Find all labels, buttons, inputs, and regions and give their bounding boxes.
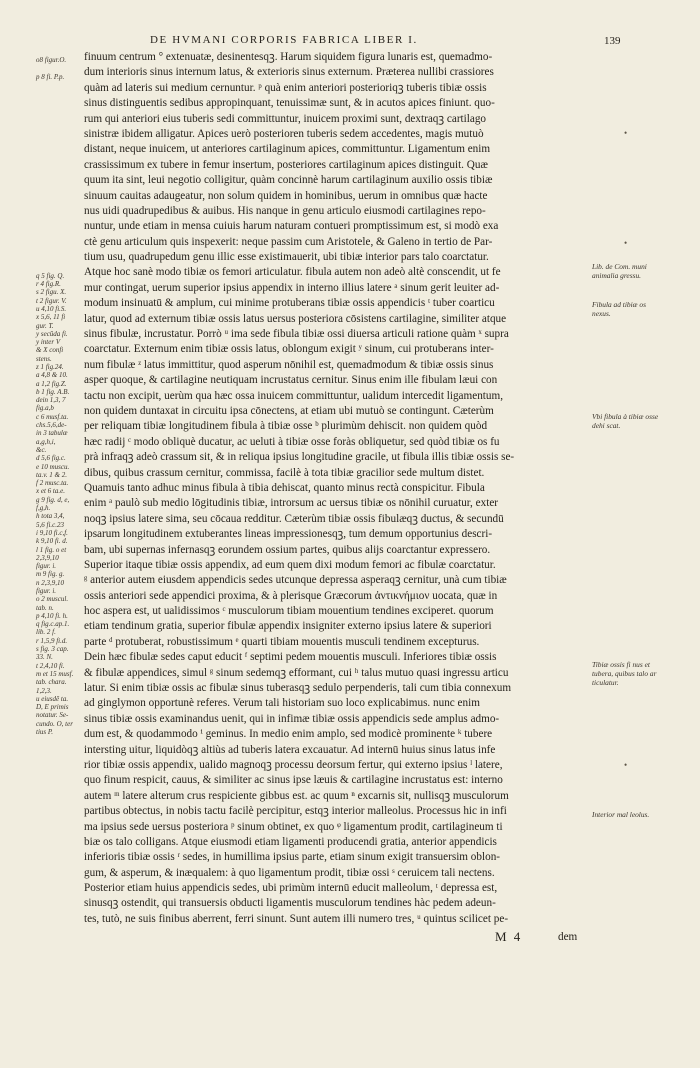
text-line: ᵍ anterior autem eiusdem appendicis sedes utcunque depressa asperaqꝫ cernitur, unà cum tibiæ <box>84 574 507 587</box>
margin-reference: a 1,2 fig.Z. <box>36 379 67 388</box>
margin-reference: o 2 muscul. <box>36 595 69 604</box>
text-line: bam, ubi supernas infernasqꝫ eorundem ossium partes, quibus alijs coarctantur expressero. <box>84 543 491 556</box>
margin-reference: y inter V <box>36 338 61 347</box>
margin-reference: q 5 fig. Q. <box>36 271 65 280</box>
margin-dot: • <box>624 128 628 138</box>
margin-reference: D, E primis <box>36 703 69 712</box>
margin-reference: ta.v. 1 & 2. <box>36 470 67 479</box>
text-line: partibus obtectus, in nobis tactu facilè percipitur, estqꝫ interior malleolus. Processus hic in infi <box>84 805 507 818</box>
text-line: gum, & asperum, & inæqualem: à quo ligamentum prodit, tibiæ ossi ˢ ceruicem tali nectens. <box>84 866 495 879</box>
margin-reference: s 2 figu. X. <box>36 288 67 297</box>
text-line: sinus distinguentis sedibus appropinquant, tenuissimæ sunt, & in acutos apices finiunt. quo- <box>84 97 495 110</box>
right-margin-note-5: Interior mal leolus. <box>592 810 650 819</box>
text-line: rior tibiæ ossis appendix, ualido magnoqꝫ processu deorsum fertur, qui externo ipsius ˡ latere, <box>84 758 503 771</box>
margin-reference: s fig. 3 cap. <box>36 645 69 654</box>
margin-reference: 1,2,3. <box>36 686 52 695</box>
margin-reference <box>36 97 86 105</box>
margin-reference: &c. <box>36 445 47 454</box>
margin-reference: tab. chara. <box>36 678 67 687</box>
margin-reference: q fig.c.ap.1. <box>36 620 70 629</box>
margin-reference: cundo. O, ter <box>36 719 73 728</box>
text-line: tium usu, quadrupedum genu illic esse existimauerit, ubi tibiæ interior pars talo coarctatur. <box>84 251 489 264</box>
margin-reference: 2,3,9,10 <box>36 553 59 562</box>
text-line: dum interioris sinus internum latus, & exterioris sinus externum. Præterea nullibi crassiores <box>84 66 494 79</box>
text-line: Quamuis tanto adhuc minus fibula à tibia dehiscat, quanto minus rectà conspicitur. Fibula <box>84 481 485 494</box>
right-margin-note-1: Lib. de Com. muni animalia gressu. <box>592 262 647 280</box>
margin-reference <box>36 180 86 188</box>
margin-reference: notatur. Se- <box>36 711 69 720</box>
text-line: asper quoque, & cartilagine neutiquam incrustatus cernitur. Sinus enim ille fibulam læui con <box>84 374 498 387</box>
text-line: num fibulæ ᶻ latus immittitur, quod asperum nōnihil est, quemadmodum & tibiæ ossis sinus <box>84 358 494 371</box>
margin-reference: & X confi <box>36 346 64 355</box>
margin-reference <box>36 139 86 147</box>
margin-reference: y secūda fi. <box>36 329 68 338</box>
text-line: non quidem duntaxat in circuitu ipsa cōnectens, at etiam ubi mutuò se contingunt. Cæterùm <box>84 404 494 417</box>
page-number: 139 <box>604 35 621 47</box>
text-line: tactu non excipit, uerùm qua hæc ossa inuicem committuntur, ualidum intercedit ligamentum, <box>84 389 503 402</box>
text-line: prà infraqꝫ adeò crassum sit, & in reliqua ipsius longitudine gracile, ut fibula illis tibiæ ossis se- <box>84 451 515 464</box>
text-line: & fibulæ appendices, simul ᵍ sinum sedemqꝫ efformant, cui ʰ talus mutuo quasi ingressu articu <box>84 666 509 679</box>
margin-reference: a,g,h,i, <box>36 437 56 446</box>
text-line: ossis anteriori sede appendici proxima, & à plerisque Græcorum ἀντικνήμιον uocata, quæ in <box>84 589 498 602</box>
margin-reference: 5,6 fi.c.23 <box>36 520 64 529</box>
text-line: hoc aspera est, ut ualidissimos ᶜ musculorum tibiam mouentium tendines exciperet. quorum <box>84 605 494 618</box>
text-line: noqꝫ ipsius latere sima, seu cōcaua redditur. Cæterùm tibiæ ossis fibulæqꝫ ductus, & secundū <box>84 512 504 525</box>
text-line: ma ipsius sede uersus posteriora ᵖ sinum obtinet, ex quo ᵠ ligamentum prodit, cartilagineum ti <box>84 820 503 833</box>
margin-reference: f,g,h. <box>36 504 51 513</box>
margin-reference: u 4,10 fi.S. <box>36 304 67 313</box>
text-line: crassissimum ex tubere in femur insertum, posteriores cartilaginum apices distinguit. Quæ <box>84 158 488 171</box>
main-text <box>84 50 586 927</box>
text-line: sinusqꝫ ostendit, qui transuersis obducti ligamentis musculorum tendines hàc pedem adeun- <box>84 897 496 910</box>
text-line: sinistræ ibidem alligatur. Apices uerò posterioren tuberis sedem accedentes, magis mutuò <box>84 127 484 140</box>
text-line: ctè genu articulum quis inspexerit: neque passim cum Aristotele, & Galeno in tertio de Par- <box>84 235 493 248</box>
text-line: tes, tutò, ne suis finibus aberrent, ferri sinunt. Sunt autem illi numero tres, ᵘ quintus scilicet pe- <box>84 912 509 925</box>
margin-reference: dein 1,3, 7 <box>36 396 66 405</box>
text-line: latur, quod ad externum tibiæ ossis latus uersus posteriora cōsistens cartilagine, similiter atque <box>84 312 507 325</box>
margin-reference: gur. T. <box>36 321 54 330</box>
margin-reference: u eiusdē ta. <box>36 694 69 703</box>
text-line: sinus fibulæ, incrustatur. Porrò ᵘ ima sede fibula tibiæ ossi diuersa articuli ratione quàm ˣ supra <box>84 328 509 341</box>
text-line: finuum centrum ° extenuatæ, desinentesqꝫ. Harum siquidem figura lunaris est, quemadmo- <box>84 51 493 63</box>
margin-reference: a 4,8 & 10. <box>36 371 68 380</box>
text-line: rum qui anteriori eius tuberis sedi committuntur, inuicem proximi sunt, dextraqꝫ cartilago <box>84 112 487 125</box>
running-head: DE HVMANI CORPORIS FABRICA LIBER I. <box>150 34 418 46</box>
margin-reference: tab. n. <box>36 603 54 612</box>
text-line: enim ᵃ paulò sub medio lōgitudinis tibiæ, introrsum ac uersus tibiæ os nōnihil curuatur, exter <box>84 497 499 510</box>
text-line: nus uidi quadrupedibus & auibus. His nanque in genu articulo eiusmodi cartilagines repo- <box>84 204 486 217</box>
margin-reference <box>36 164 86 172</box>
margin-reference: m 9 fig. g. <box>36 570 65 579</box>
text-line: etiam tendinum gratia, superior fibulæ appendix insigniter externo ipsius latere & superiori <box>84 620 492 633</box>
margin-reference: b 1 fig. A.B. <box>36 387 70 396</box>
margin-reference: figur. i. <box>36 562 57 571</box>
text-line: per reliquam tibiæ longitudinem fibula à tibiæ osse ᵇ plurimùm dehiscit. non quidem quòd <box>84 420 488 433</box>
text-line: modum insinuatū & amplum, cui minime protuberans tibiæ ossis appendicis ᵗ tuber coarticu <box>84 297 495 310</box>
margin-reference: p 4,10 fi. h. <box>36 611 68 620</box>
margin-reference: m et 15 musf. <box>36 669 74 678</box>
text-line: Atque hoc sanè modo tibiæ os femori articulatur. fibula autem non adeò altè conscendit, ut fe <box>84 266 501 279</box>
text-line: nuntur, unde etiam in mensa cuiuis harum naturam contueri promptissimum est, si modò exa <box>84 220 499 233</box>
margin-reference <box>36 131 86 139</box>
margin-reference <box>36 64 86 72</box>
margin-reference <box>36 89 86 97</box>
margin-reference <box>36 189 86 197</box>
signature-mark: M 4 <box>495 929 523 944</box>
text-line: Superior itaque tibiæ ossis appendix, ad eum quem dixi modum femori ac fibulæ coarctatur. <box>84 558 496 571</box>
margin-reference <box>36 230 86 238</box>
text-line: inferioris tibiæ ossis ʳ sedes, in humillima ipsius parte, etiam sinum exigit transuersim oblon- <box>84 851 501 864</box>
catchword: dem <box>558 931 578 943</box>
text-line: coarctatur. Externum enim tibiæ ossis latus, oblongum exigit ʸ sinum, cui protuberans inter- <box>84 343 494 356</box>
text-line: quum ita sint, leui negotio colligitur, quàm concinnè harum cartilaginum auxilio ossis tibiæ <box>84 174 493 187</box>
margin-reference <box>36 106 86 114</box>
margin-reference: figur. i. <box>36 587 57 595</box>
margin-reference: x et 6 ta.e. <box>36 487 65 496</box>
margin-reference: z 1 fig.24. <box>36 362 64 371</box>
margin-reference: fig.a,b <box>36 404 54 413</box>
text-line: latur. Si enim tibiæ ossis ac fibulæ sinus tuberasqꝫ sedulo perpenderis, tali cum tibia connexum <box>84 682 512 695</box>
margin-reference <box>36 122 86 130</box>
right-margin-note-4: Tibiæ ossis fi nus et tubera, quibus talo ar ticulatur. <box>592 660 657 687</box>
text-line: sinus tibiæ ossis examinandus uenit, qui in infimæ tibiæ ossis appendicis sede amplus admo- <box>84 712 500 725</box>
text-line: Dein hæc fibulæ sedes caput educit ᶠ septimi pedem mouentis musculi. Inferiores tibiæ ossis <box>84 651 497 664</box>
margin-reference: chs.5,6,de- <box>36 421 67 430</box>
margin-reference: o8 figur.O. <box>36 56 67 64</box>
margin-reference: tius P. <box>36 728 53 737</box>
margin-dot: • <box>624 760 628 770</box>
text-line: distant, neque inuicem, ut anteriores cartilaginum apices, committuntur. Ligamentum enim <box>84 143 491 156</box>
margin-reference: r 1,5,9 fi.d. <box>36 636 68 645</box>
margin-reference <box>36 81 86 89</box>
margin-reference <box>36 239 86 247</box>
text-line: Posterior etiam huius appendicis sedes, ubi primùm internū educit malleolum, ᵗ depressa est, <box>84 882 498 895</box>
margin-reference <box>36 147 86 155</box>
margin-reference <box>36 172 86 180</box>
margin-reference: 33. N. <box>36 653 53 662</box>
margin-reference: d 5,6 fig.c. <box>36 454 66 463</box>
margin-reference: p 8 fi. P.p. <box>36 72 65 81</box>
margin-reference <box>36 255 86 263</box>
margin-reference <box>36 114 86 122</box>
right-margin-note-2: Fibula ad tibiæ os nexus. <box>592 300 646 318</box>
margin-reference: k 9,10 fi. d. <box>36 537 68 546</box>
text-line: biæ os talo colligans. Atque eiusmodi etiam ligamenti producendi gratia, anterior appendicis <box>84 835 497 848</box>
text-line: sinuum cauitas adaugeatur, non solum quidem in hominibus, uerum in omnibus quæ hacte <box>84 189 488 202</box>
margin-reference: f 2 musc.ta. <box>36 479 69 488</box>
margin-reference <box>36 205 86 213</box>
text-line: ad ginglymon opportunè referes. Verum tali historiam suo loco explicabimus. nunc enim <box>84 697 480 710</box>
margin-reference <box>36 197 86 205</box>
margin-reference: n 2,3,9,10 <box>36 578 64 587</box>
margin-reference: t 2,4,10 fi. <box>36 661 65 670</box>
margin-reference: h tota 3,4, <box>36 512 65 521</box>
margin-reference: r 4 fig.R. <box>36 280 61 289</box>
text-line: hæc radij ᶜ modo obliquè ducatur, ac ueluti à tibiæ osse foràs obliquetur, sed quòd tibiæ os fu <box>84 435 500 448</box>
margin-reference <box>36 222 86 230</box>
margin-reference: stens. <box>36 354 52 363</box>
margin-reference: in 3 tabulæ <box>36 429 68 438</box>
margin-reference: lib. 2 f. <box>36 628 56 637</box>
text-line: parte ᵈ protuberat, robustissimum ᵉ quarti tibiam mouentis musculi tendinem excepturus. <box>84 635 480 648</box>
margin-reference: e 10 muscu. <box>36 462 70 471</box>
margin-reference: l 1 fig. o et <box>36 545 67 554</box>
text-line: intersting uitur, liquidòqꝫ altiùs ad tuberis latera excauatur. Ad internū huius sinus latus infe <box>84 743 496 756</box>
margin-reference <box>36 214 86 222</box>
text-line: dum est, & quodammodo ⁱ geminus. In medio enim amplo, sed modicè prominente ᵏ tubere <box>84 728 493 741</box>
margin-reference: x 5,6, 11 fi <box>36 313 66 322</box>
text-line: ipsarum longitudinem extuberantes lineas impressionesqꝫ, tum demum opportunius descri- <box>84 528 493 541</box>
margin-reference: t 2 figur. V. <box>36 296 67 305</box>
text-line: mur contingat, uerum superior ipsius appendix in interno illius latere ᵃ sinum gerit leuiter ad- <box>84 281 500 294</box>
margin-reference <box>36 156 86 164</box>
right-margin-note-3: Vbi fibula à tibiæ osse dehi scat. <box>592 412 659 430</box>
margin-reference: g 9 fig. d, e, <box>36 495 70 504</box>
text-line: quàm ad lateris sui medium cernuntur. ᵖ quà enim anteriori posterioriqꝫ tuberis tibiæ ossis <box>84 81 487 94</box>
margin-dot: • <box>624 238 628 248</box>
left-margin-references <box>36 56 86 736</box>
margin-reference: c 6 musf.ta. <box>36 412 69 421</box>
text-line: quo finum respicit, cauus, & similiter ac sinus ipse læuis & cartilagine incrustatus est: interno <box>84 774 503 787</box>
text-line: dibus, quibus crassum cernitur, commissa, facilè à tota tibiæ gracilior sede multum distet. <box>84 466 485 479</box>
margin-reference <box>36 263 86 271</box>
margin-reference <box>36 247 86 255</box>
margin-reference: i 9,10 fi.c,f. <box>36 528 68 537</box>
text-line: autem ᵐ latere alterum crus respiciente gibbus est. ac quum ⁿ excarnis sit, nullisqꝫ musculorum <box>84 789 509 802</box>
